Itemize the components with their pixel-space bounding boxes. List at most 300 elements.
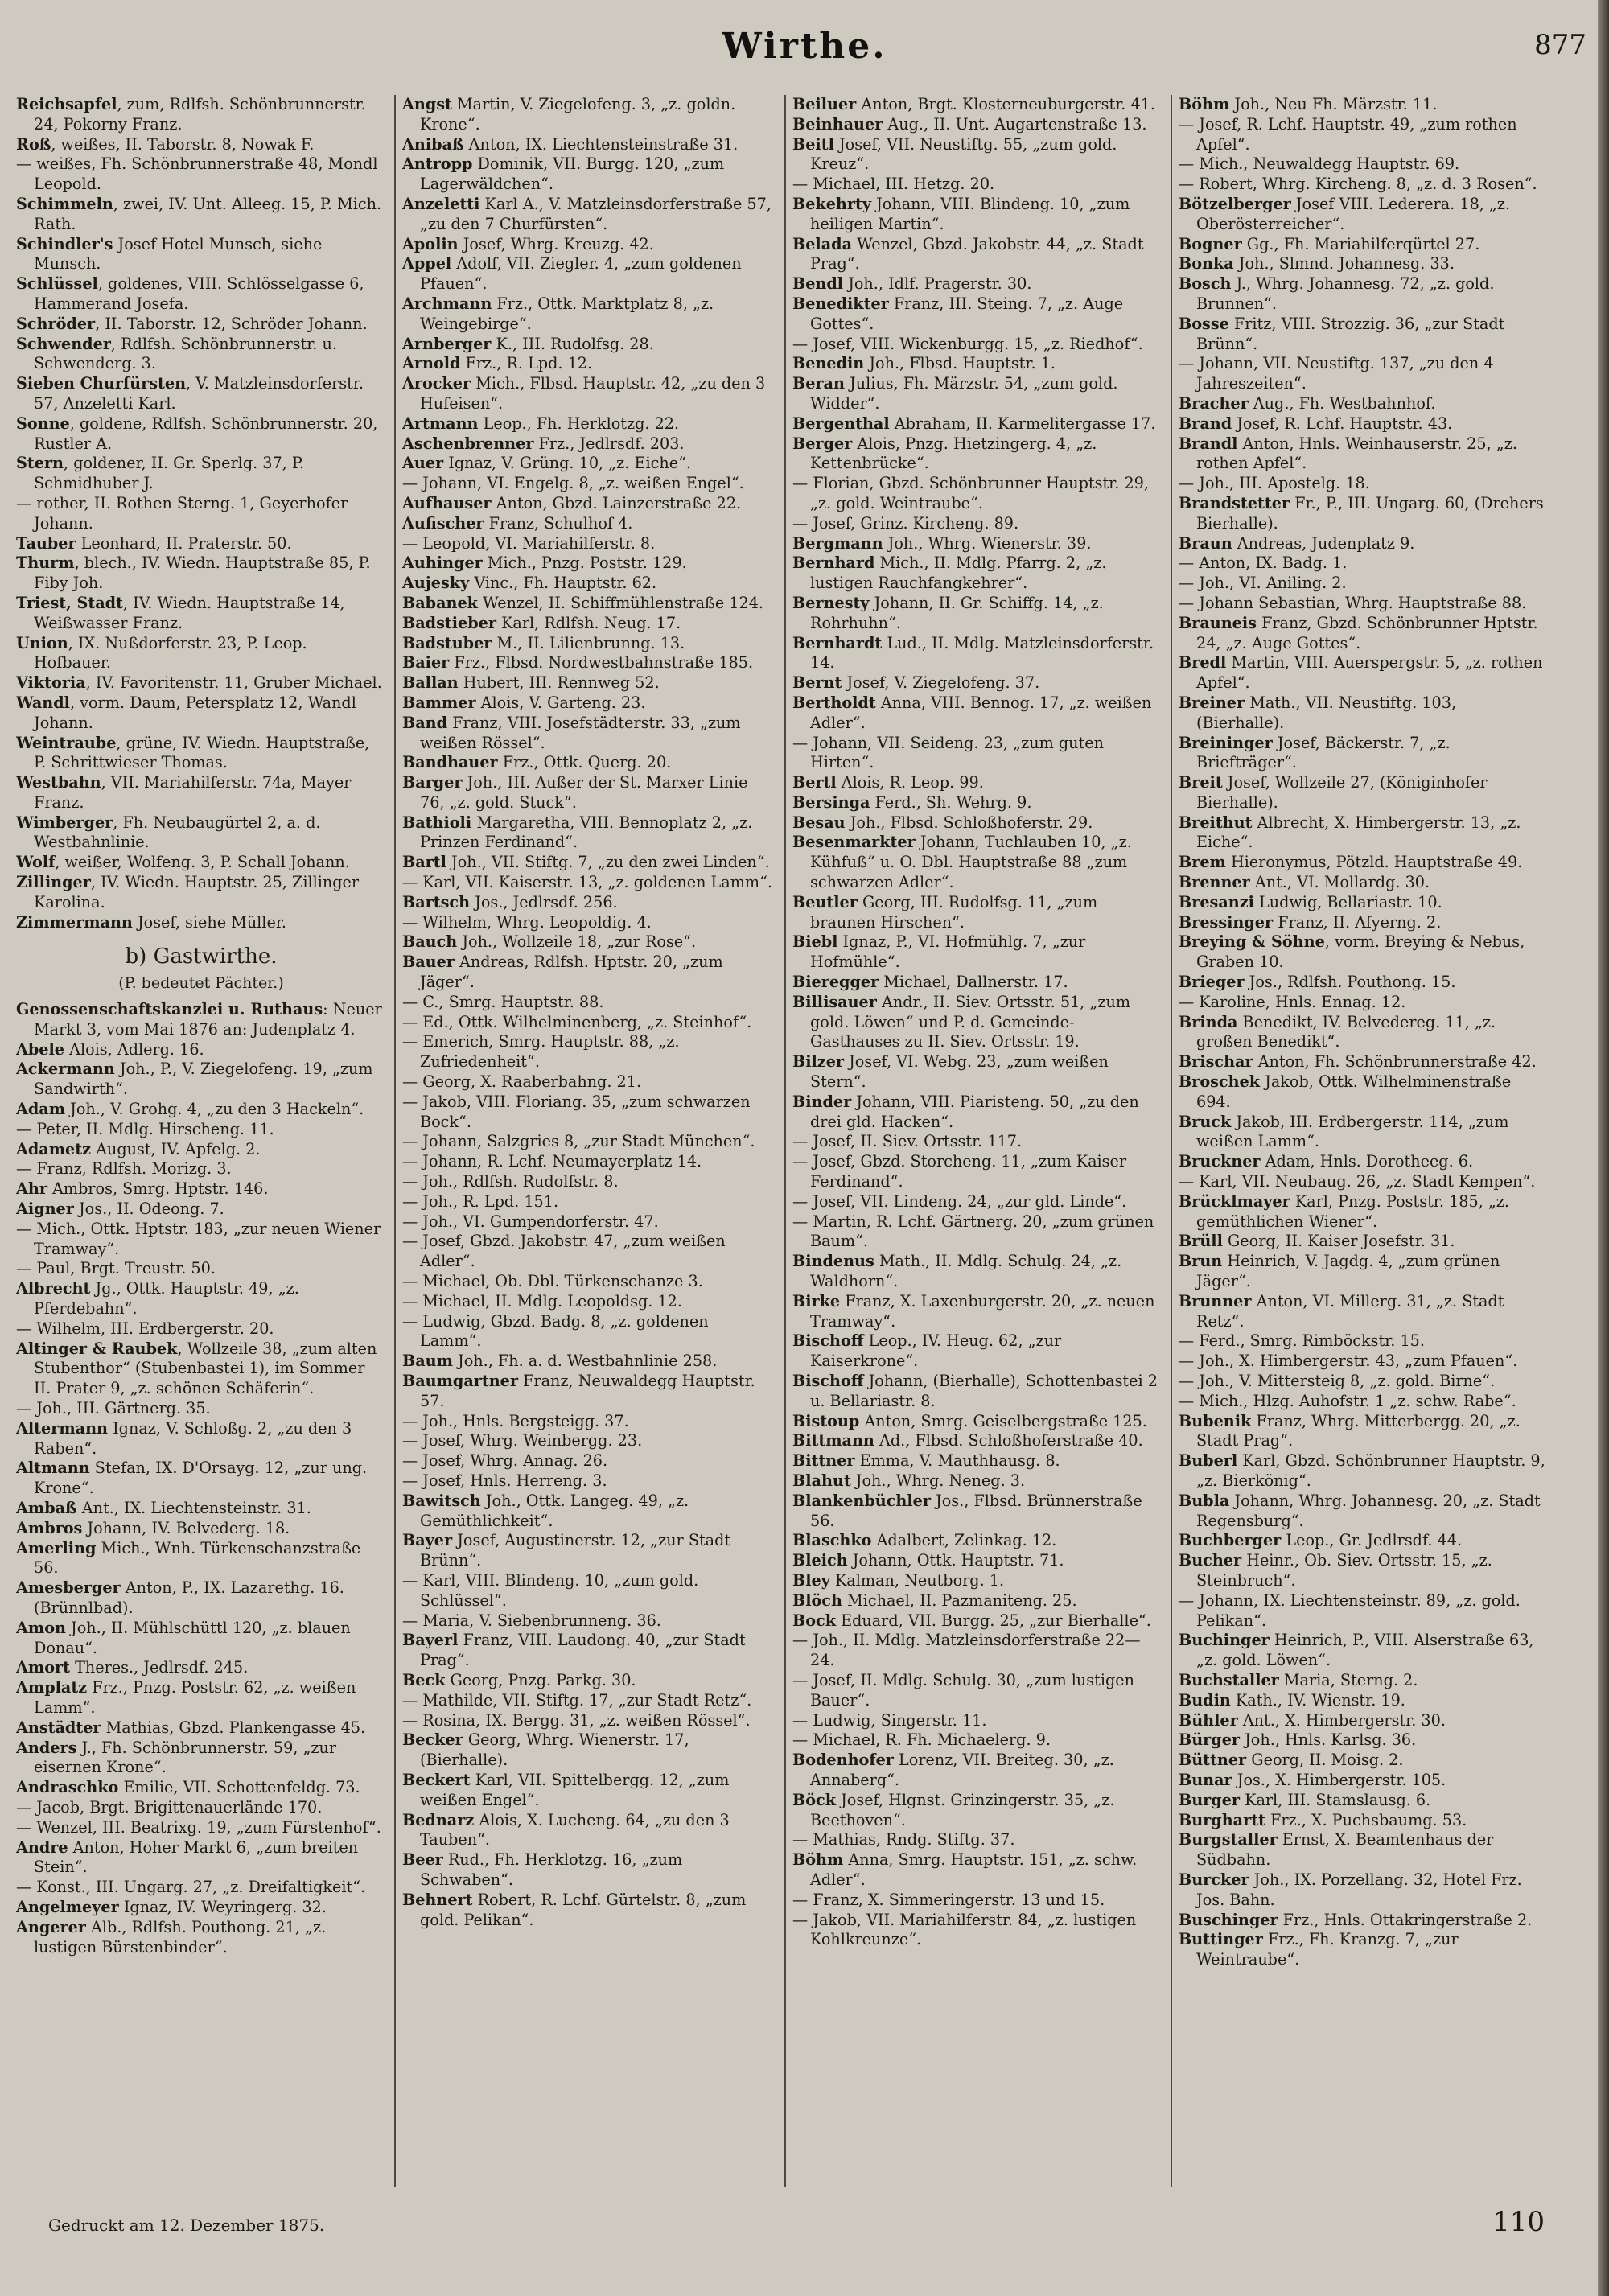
entry-details: — Ferd., Smrg. Rimböckstr. 15. [1179, 1331, 1425, 1351]
directory-entry [1179, 254, 1549, 274]
entry-name: Barger [402, 773, 463, 792]
entry-details: — Mich., Hlzg. Auhofstr. 1 „z. schw. Rabe“. [1179, 1391, 1516, 1410]
entry-details: — Emerich, Smrg. Hauptstr. 88, „z. Zufriedenheit“. [402, 1032, 680, 1072]
entry-details: Lorenz, VII. Breiteg. 30, „z. Annaberg“. [810, 1751, 1114, 1789]
entry-name: Wimberger [16, 813, 113, 832]
entry-details: Jos., Jedlrsdf. 256. [470, 892, 618, 911]
entry-name: Beer [402, 1850, 443, 1870]
directory-entry [402, 1811, 772, 1851]
entry-details: , Fh. Neubaugürtel 2, a. d. Westbahnlinie. [34, 813, 321, 852]
entry-details: Alois, R. Leop. 99. [836, 773, 984, 792]
directory-entry [16, 1459, 386, 1499]
directory-entry [402, 893, 772, 913]
entry-name: Adam [16, 1100, 66, 1119]
directory-entry [792, 973, 1163, 993]
entry-name: Abele [16, 1039, 65, 1059]
directory-entry [16, 335, 386, 375]
entry-details: Franz, Schulhof 4. [484, 513, 633, 533]
entry-details: Joh., III. Außer der St. Marxer Linie 76, „z. gold. Stuck“. [420, 773, 748, 812]
directory-entry [1179, 1911, 1549, 1931]
entry-details: — Jakob, VII. Mariahilferstr. 84, „z. lustigen Kohlkreunze“. [792, 1910, 1137, 1949]
entry-name: Breying & Söhne [1179, 932, 1325, 952]
entry-details: Wenzel, Gbzd. Jakobstr. 44, „z. Stadt Prag“. [810, 234, 1144, 274]
directory-entry [792, 673, 1163, 693]
directory-entry [792, 932, 1163, 973]
entry-details: Alb., Rdlfsh. Pouthong. 21, „z. lustigen Bürstenbinder“. [34, 1917, 327, 1957]
entry-details: Mathias, Gbzd. Plankengasse 45. [101, 1718, 366, 1737]
directory-entry [1179, 274, 1549, 315]
entry-details: Johann, VIII. Blindeng. 10, „zum heiligen Martin“. [810, 194, 1130, 233]
directory-entry [792, 434, 1163, 475]
entry-details: — Franz, Rdlfsh. Morizg. 3. [16, 1159, 232, 1179]
entry-details: — Karl, VII. Neubaug. 26, „z. Stadt Kempen“. [1179, 1172, 1536, 1191]
entry-details: Joh., Ottk. Langeg. 49, „z. Gemüthlichkeit“. [420, 1491, 689, 1530]
entry-name: Sonne [16, 414, 70, 433]
entry-name: Archmann [402, 294, 492, 313]
directory-entry [792, 95, 1163, 115]
directory-entry [402, 873, 772, 893]
entry-details: — Paul, Brgt. Treustr. 50. [16, 1259, 216, 1278]
directory-entry [1179, 1730, 1549, 1751]
directory-entry [1179, 973, 1549, 993]
directory-entry [402, 714, 772, 754]
entry-name: Brischar [1179, 1052, 1253, 1072]
entry-details: Johann, Tuchlauben 10, „z. Kühfuß“ u. O. Dbl. Hauptstraße 88 „zum schwarzen Adler“. [810, 833, 1132, 892]
entry-name: Aigner [16, 1199, 74, 1219]
entry-details: — Josef, Gbzd. Storcheng. 11, „zum Kaiser Ferdinand“. [792, 1152, 1127, 1191]
entry-details: — Ludwig, Singerstr. 11. [792, 1710, 987, 1730]
entry-details: — Michael, II. Mdlg. Leopoldsg. 12. [402, 1291, 682, 1311]
directory-entry [792, 734, 1163, 774]
entry-details: Georg, II. Moisg. 2. [1246, 1751, 1404, 1770]
directory-entry [792, 374, 1163, 414]
entry-details: Kalman, Neutborg. 1. [829, 1570, 1005, 1590]
directory-entry [1179, 1492, 1549, 1532]
directory-entry [402, 653, 772, 673]
entry-name: Schlüssel [16, 274, 98, 294]
entry-details: Frz., Ottk. Querg. 20. [497, 753, 672, 772]
directory-entry [1179, 394, 1549, 414]
directory-entry [402, 414, 772, 434]
directory-entry [16, 1339, 386, 1399]
entry-name: Bendl [792, 274, 844, 294]
entry-name: Apolin [402, 234, 459, 253]
directory-entry [402, 953, 772, 993]
entry-details: Mich., Pnzg. Poststr. 129. [482, 553, 687, 573]
entry-name: Blaschko [792, 1531, 872, 1550]
entry-details: Joh., VII. Stiftg. 7, „zu den zwei Linden“. [446, 853, 770, 872]
entry-details: Rud., Fh. Herklotzg. 16, „zum Schwaben“. [420, 1850, 683, 1889]
entry-details: — Josef, Grinz. Kircheng. 89. [792, 513, 1019, 533]
entry-details: Joh., Hnls. Karlsg. 36. [1240, 1730, 1417, 1750]
directory-entry [402, 454, 772, 474]
entry-name: Broschek [1179, 1072, 1261, 1092]
directory-entry [1179, 1392, 1549, 1412]
directory-entry [1179, 913, 1549, 933]
entry-name: Brunner [1179, 1291, 1252, 1311]
entry-details: Michael, II. Pazmaniteng. 25. [842, 1590, 1077, 1610]
entry-name: Böhm [1179, 95, 1230, 113]
entry-name: Baier [402, 653, 450, 673]
entry-details: Johann, VIII. Piaristeng. 50, „zu den drei gld. Hacken“. [810, 1092, 1139, 1131]
entry-details: Ignaz, V. Schloßg. 2, „zu den 3 Raben“. [34, 1418, 352, 1458]
entry-details: — Mich., Neuwaldegg Hauptstr. 69. [1179, 154, 1460, 174]
entry-details: Leop., Gr. Jedlrsdf. 44. [1281, 1531, 1463, 1550]
entry-name: Angelmeyer [16, 1897, 119, 1916]
entry-details: Franz, III. Steing. 7, „z. Auge Gottes“. [810, 294, 1124, 333]
entry-details: J., Fh. Schönbrunnerstr. 59, „zur eisernen Krone“. [34, 1738, 337, 1777]
entry-details: — Josef, VIII. Wickenburgg. 15, „z. Riedhof“. [792, 334, 1143, 353]
directory-entry [16, 1678, 386, 1718]
entry-details: Aug., Fh. Westbahnhof. [1248, 393, 1436, 413]
directory-entry [16, 673, 386, 693]
directory-entry [1179, 175, 1549, 195]
entry-details: Kath., IV. Wienstr. 19. [1230, 1690, 1405, 1710]
entry-details: J., Whrg. Johannesg. 72, „z. gold. Brunnen“. [1196, 274, 1495, 313]
directory-entry [792, 1192, 1163, 1212]
entry-details: Frz., Pnzg. Poststr. 62, „z. weißen Lamm“. [34, 1678, 356, 1717]
entry-details: Eduard, VII. Burgg. 25, „zur Bierhalle“. [836, 1611, 1151, 1630]
entry-details: Franz, VIII. Josefstädterstr. 33, „zum weißen Rössel“. [420, 713, 741, 752]
entry-name: Arocker [402, 374, 471, 393]
columns-container [16, 95, 1586, 2187]
entry-name: Bayerl [402, 1631, 459, 1650]
entry-details: Frz., X. Puchsbaumg. 53. [1265, 1810, 1467, 1829]
entry-name: Wolf [16, 853, 56, 872]
directory-entry [402, 634, 772, 654]
directory-entry [1179, 1252, 1549, 1292]
entry-name: Breiner [1179, 693, 1245, 712]
directory-entry [1179, 594, 1549, 614]
entry-name: Schröder [16, 314, 96, 333]
entry-name: Braun [1179, 533, 1232, 553]
directory-entry [1179, 235, 1549, 255]
entry-details: Joh., Neu Fh. Märzstr. 11. [1229, 95, 1438, 113]
entry-details: — Johann, VII. Neustiftg. 137, „zu den 4 Jahreszeiten“. [1179, 354, 1494, 393]
entry-details: — Johann Sebastian, Whrg. Hauptstraße 88. [1179, 593, 1527, 612]
directory-entry [792, 1911, 1163, 1951]
directory-entry [16, 1898, 386, 1918]
entry-details: — Joh., X. Himbergerstr. 43, „zum Pfauen“. [1179, 1352, 1518, 1371]
entry-details: Adolf, VII. Ziegler. 4, „zum goldenen Pfauen“. [420, 254, 742, 294]
entry-details: Anton, IX. Liechtensteinstraße 31. [463, 134, 739, 154]
entry-name: Belada [792, 234, 852, 253]
entry-details: Ambros, Smrg. Hptstr. 146. [47, 1179, 269, 1199]
entry-details: Wenzel, II. Schiffmühlenstraße 124. [477, 593, 764, 612]
entry-name: Bernhardt [792, 633, 883, 652]
directory-entry [1179, 614, 1549, 654]
directory-entry [792, 993, 1163, 1052]
directory-entry [1179, 1930, 1549, 1970]
directory-entry [1179, 1751, 1549, 1771]
directory-entry [16, 1220, 386, 1260]
directory-entry [792, 1331, 1163, 1372]
directory-entry [402, 254, 772, 294]
entry-name: Burghartt [1179, 1810, 1265, 1829]
entry-details: Mich., Flbsd. Hauptstr. 42, „zu den 3 Hufeisen“. [420, 374, 766, 413]
directory-entry [402, 1032, 772, 1072]
entry-name: Bernesty [792, 593, 870, 612]
entry-name: Becker [402, 1730, 463, 1750]
directory-entry [792, 1132, 1163, 1152]
directory-entry [402, 1092, 772, 1133]
directory-entry [16, 913, 386, 933]
entry-details: — Wenzel, III. Beatrixg. 19, „zum Fürstenhof“. [16, 1817, 381, 1837]
entry-details: Robert, R. Lchf. Gürtelstr. 8, „zum gold. Pelikan“. [420, 1890, 747, 1929]
directory-entry [792, 175, 1163, 195]
directory-entry [792, 135, 1163, 175]
entry-name: Amplatz [16, 1678, 88, 1697]
entry-details: Frz., Flbsd. Nordwestbahnstraße 185. [449, 653, 754, 673]
entry-details: , IX. Nußdorferstr. 23, P. Leop. Hofbauer. [34, 633, 307, 673]
entry-name: Blankenbüchler [792, 1491, 931, 1510]
entry-details: , IV. Wiedn. Hauptstr. 25, Zillinger Karolina. [34, 873, 360, 911]
entry-name: Billisauer [792, 992, 877, 1011]
directory-entry [792, 1791, 1163, 1831]
directory-entry [16, 274, 386, 315]
entry-details: — Joh., Rdlfsh. Rudolfstr. 8. [402, 1172, 619, 1191]
entry-name: Büttner [1179, 1751, 1247, 1770]
entry-name: Breit [1179, 773, 1223, 792]
entry-details: — Joh., R. Lpd. 151. [402, 1191, 559, 1211]
entry-details: — Peter, II. Mdlg. Hirscheng. 11. [16, 1119, 274, 1138]
directory-entry [1179, 1072, 1549, 1113]
entry-name: Brandstetter [1179, 493, 1290, 512]
directory-entry [16, 553, 386, 594]
entry-name: Buchstaller [1179, 1670, 1279, 1689]
directory-entry [402, 1771, 772, 1811]
directory-entry [792, 893, 1163, 933]
directory-entry [792, 1850, 1163, 1891]
entry-name: Böhm [792, 1850, 844, 1870]
entry-name: Anibaß [402, 134, 464, 154]
directory-entry [402, 1172, 772, 1192]
directory-entry [402, 514, 772, 534]
directory-entry [402, 1072, 772, 1092]
entry-details: Josef, Wollzeile 27, (Königinhofer Bierhalle). [1196, 773, 1488, 812]
signature-number: 110 [1492, 2206, 1545, 2238]
entry-name: Albrecht [16, 1279, 91, 1298]
column-2 [402, 95, 772, 2187]
entry-name: Altermann [16, 1418, 108, 1438]
directory-entry [1179, 195, 1549, 235]
directory-entry [792, 1551, 1163, 1571]
directory-entry [16, 1179, 386, 1199]
directory-entry [792, 195, 1163, 235]
entry-name: Breininger [1179, 733, 1273, 752]
print-date: Gedruckt am 12. Dezember 1875. [48, 2216, 325, 2235]
entry-name: Brücklmayer [1179, 1191, 1290, 1211]
entry-name: Bartsch [402, 892, 471, 911]
entry-name: Binder [792, 1092, 852, 1111]
entry-details: — rother, II. Rothen Sterng. 1, Geyerhofer Johann. [16, 493, 348, 533]
entry-details: Georg, III. Rudolfsg. 11, „zum braunen Hirschen“. [810, 892, 1098, 932]
entry-details: Joh., II. Mühlschüttl 120, „z. blauen Donau“. [34, 1618, 351, 1657]
directory-entry [1179, 813, 1549, 854]
directory-entry [1179, 1013, 1549, 1053]
entry-details: Josef, siehe Müller. [132, 912, 286, 932]
entry-details: Karl, III. Stamslausg. 6. [1240, 1790, 1431, 1809]
entry-details: — Maria, V. Siebenbrunneng. 36. [402, 1611, 661, 1630]
entry-name: Bernt [792, 673, 842, 693]
entry-details: Ignaz, IV. Weyringerg. 32. [118, 1897, 327, 1916]
entry-details: Anton, Brgt. Klosterneuburgerstr. 41. [856, 95, 1156, 113]
entry-details: Karl, VII. Spittelbergg. 12, „zum weißen Engel“. [420, 1770, 730, 1809]
directory-entry [1179, 1451, 1549, 1492]
entry-details: — Joh., III. Gärtnerg. 35. [16, 1399, 211, 1418]
entry-details: Karl, Rdlfsh. Neug. 17. [496, 613, 681, 632]
entry-name: Bubenik [1179, 1411, 1252, 1430]
entry-name: Auhinger [402, 553, 483, 573]
directory-entry [402, 1232, 772, 1272]
entry-name: Bandhauer [402, 753, 498, 772]
directory-entry [16, 1918, 386, 1958]
entry-details: Franz, II. Afyerng. 2. [1273, 912, 1442, 932]
column-4 [1179, 95, 1549, 2187]
entry-details: — Wilhelm, Whrg. Leopoldig. 4. [402, 912, 652, 932]
directory-entry [1179, 873, 1549, 893]
directory-entry [1179, 932, 1549, 973]
entry-name: Burger [1179, 1790, 1241, 1809]
entry-name: Bergmann [792, 533, 883, 553]
directory-entry [792, 1531, 1163, 1551]
entry-name: Tauber [16, 533, 76, 553]
entry-name: Band [402, 713, 448, 732]
entry-details: Alois, X. Lucheng. 64, „zu den 3 Tauben“. [420, 1810, 730, 1850]
entry-details: — Konst., III. Ungarg. 27, „z. Dreifaltigkeit“. [16, 1878, 366, 1897]
entry-details: Johann, Whrg. Johannesg. 20, „z. Stadt Regensburg“. [1196, 1491, 1541, 1530]
entry-name: Aschenbrenner [402, 434, 534, 453]
directory-entry [402, 1372, 772, 1412]
entry-details: Frz., Hnls. Ottakringerstraße 2. [1278, 1910, 1533, 1929]
directory-entry [792, 1830, 1163, 1850]
directory-entry [1179, 414, 1549, 434]
directory-entry [1179, 773, 1549, 813]
entry-details: Fr., P., III. Ungarg. 60, (Drehers Bierhalle). [1196, 493, 1544, 533]
page-footer [16, 2204, 1593, 2253]
entry-details: Anton, Gbzd. Lainzerstraße 22. [491, 493, 742, 512]
section-note: (P. bedeutet Pächter.) [118, 974, 284, 993]
entry-name: Brüll [1179, 1232, 1223, 1251]
entry-name: Bredl [1179, 653, 1227, 673]
entry-name: Genossenschaftskanzlei u. Ruthaus [16, 1000, 323, 1019]
entry-name: Beiluer [792, 95, 857, 113]
entry-name: Reichsapfel [16, 95, 117, 113]
entry-name: Bodenhofer [792, 1751, 894, 1770]
entry-name: Bosse [1179, 314, 1229, 333]
entry-name: Bertholdt [792, 693, 876, 712]
entry-name: Amerling [16, 1538, 97, 1557]
entry-name: Besau [792, 813, 846, 832]
entry-details: , zum, Rdlfsh. Schönbrunnerstr. 24, Pokorny Franz. [34, 95, 366, 134]
directory-entry [1179, 574, 1549, 594]
directory-entry [402, 434, 772, 455]
directory-entry [402, 1192, 772, 1212]
entry-details: Joh., Whrg. Neneg. 3. [850, 1471, 1026, 1490]
entry-name: Amort [16, 1658, 70, 1677]
entry-name: Bühler [1179, 1710, 1238, 1730]
entry-name: Zillinger [16, 873, 91, 892]
entry-details: — Josef, II. Mdlg. Schulg. 30, „zum lustigen Bauer“. [792, 1670, 1134, 1710]
directory-entry [792, 1611, 1163, 1631]
directory-entry [402, 1471, 772, 1492]
entry-name: Brandl [1179, 434, 1238, 453]
entry-details: Julius, Fh. Märzstr. 54, „zum gold. Widder“. [810, 374, 1118, 413]
entry-name: Sieben Churfürsten [16, 374, 187, 393]
entry-name: Ballan [402, 673, 459, 693]
entry-details: Josef, V. Ziegelofeng. 37. [842, 673, 1040, 693]
entry-name: Adametz [16, 1139, 92, 1158]
entry-name: Angerer [16, 1917, 86, 1936]
entry-details: Stefan, IX. D'Orsayg. 12, „zur ung. Krone“. [34, 1459, 368, 1498]
entry-details: Anton, Hoher Markt 6, „zum breiten Stein“. [34, 1837, 359, 1877]
entry-details: Ant., IX. Liechtensteinstr. 31. [76, 1498, 311, 1517]
directory-entry [792, 1252, 1163, 1292]
directory-entry [792, 594, 1163, 634]
entry-name: Bergenthal [792, 414, 890, 433]
entry-details: Johann, (Bierhalle), Schottenbastei 2 u. Bellariastr. 8. [810, 1372, 1158, 1410]
directory-entry [402, 753, 772, 773]
entry-details: Josef, VI. Webg. 23, „zum weißen Stern“. [810, 1052, 1109, 1092]
entry-details: Albrecht, X. Himbergerstr. 13, „z. Eiche“. [1196, 813, 1521, 852]
page-edge-shadow [1598, 0, 1609, 2296]
directory-entry [402, 813, 772, 854]
entry-name: Breithut [1179, 813, 1253, 832]
entry-name: Baum [402, 1352, 453, 1371]
entry-name: Buschinger [1179, 1910, 1278, 1929]
directory-entry [16, 374, 386, 414]
entry-details: Ernst, X. Beamtenhaus der Südbahn. [1196, 1830, 1494, 1870]
entry-name: Weintraube [16, 733, 117, 752]
directory-entry [1179, 434, 1549, 475]
directory-entry [402, 374, 772, 414]
entry-details: — Johann, IX. Liechtensteinstr. 89, „z. gold. Pelikan“. [1179, 1590, 1521, 1630]
entry-details: , weißes, II. Taborstr. 8, Nowak F. [51, 134, 315, 154]
directory-entry [1179, 1531, 1549, 1551]
entry-name: Badstuber [402, 633, 492, 652]
directory-entry [16, 1100, 386, 1120]
directory-entry [402, 693, 772, 714]
directory-entry [1179, 1870, 1549, 1911]
entry-details: Johann, II. Gr. Schiffg. 14, „z. Rohrhuhn“. [810, 593, 1104, 632]
entry-details: — Josef, VII. Lindeng. 24, „zur gld. Linde“. [792, 1191, 1127, 1211]
entry-details: — Michael, R. Fh. Michaelerg. 9. [792, 1730, 1051, 1750]
directory-entry [792, 773, 1163, 793]
entry-name: Brand [1179, 414, 1232, 433]
directory-entry [402, 494, 772, 514]
entry-details: Andreas, Judenplatz 9. [1232, 533, 1415, 553]
entry-details: — Johann, VII. Seideng. 23, „zum guten Hirten“. [792, 733, 1104, 772]
entry-name: Blahut [792, 1471, 851, 1490]
directory-entry [16, 1798, 386, 1818]
directory-entry [16, 315, 386, 335]
entry-details: M., II. Lilienbrunng. 13. [492, 633, 685, 652]
directory-entry [402, 1711, 772, 1731]
directory-entry [402, 773, 772, 813]
directory-entry [16, 454, 386, 494]
entry-details: — Karl, VIII. Blindeng. 10, „zum gold. Schlüssel“. [402, 1570, 699, 1610]
entry-name: Amon [16, 1618, 66, 1637]
entry-details: — Mich., Ottk. Hptstr. 183, „zur neuen Wiener Tramway“. [16, 1219, 381, 1258]
entry-details: — Josef, Whrg. Weinbergg. 23. [402, 1431, 643, 1450]
directory-entry [1179, 115, 1549, 155]
entry-name: Bracher [1179, 393, 1249, 413]
directory-entry [1179, 1372, 1549, 1392]
entry-name: Bogner [1179, 234, 1242, 253]
directory-entry [16, 853, 386, 873]
directory-entry [402, 1013, 772, 1033]
entry-name: Anzeletti [402, 194, 480, 213]
